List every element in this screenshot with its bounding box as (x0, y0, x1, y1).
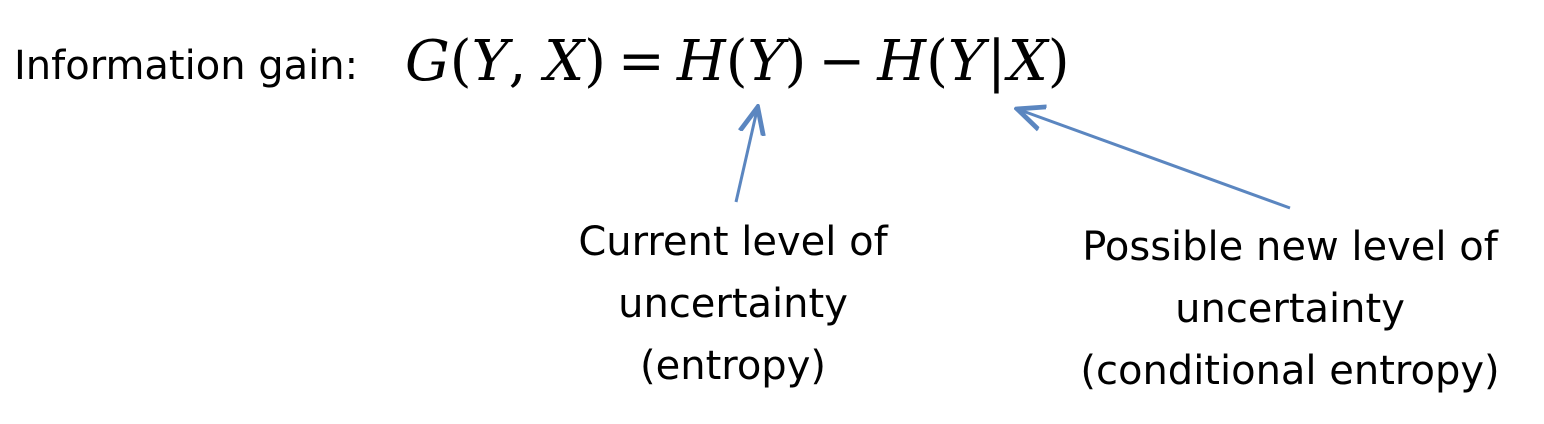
annotation-conditional-entropy (1040, 216, 1540, 402)
formula-paren-close: ) (584, 29, 606, 94)
formula-minus: − (818, 29, 866, 94)
formula (405, 29, 1070, 94)
arrow-conditional-entropy (1020, 110, 1290, 208)
annotation-line: uncertainty (1175, 286, 1405, 332)
formula-lhs-arg-x: X (544, 29, 585, 94)
formula-entropy-fn: H (676, 29, 726, 94)
formula-comma: , (508, 29, 527, 94)
formula-equals: = (617, 29, 665, 94)
annotation-current-entropy (533, 211, 933, 397)
formula-paren-open: ( (926, 29, 948, 94)
annotation-line: uncertainty (618, 281, 848, 327)
heading-label: Information gain: (14, 43, 359, 89)
annotation-line: (conditional entropy) (1080, 348, 1500, 394)
annotation-line: Possible new level of (1082, 224, 1498, 270)
arrow-current-entropy (736, 110, 757, 202)
formula-paren-open: ( (725, 29, 748, 94)
formula-lhs-arg-y: Y (471, 29, 509, 94)
annotation-line: Current level of (578, 219, 888, 265)
annotation-line: (entropy) (640, 343, 826, 389)
formula-paren-close: ) (784, 29, 807, 94)
formula-paren-open: ( (449, 29, 472, 94)
formula-cond-arg-x: X (1007, 29, 1048, 94)
formula-cond-arg-y: Y (948, 29, 985, 94)
formula-lhs-fn: G (405, 29, 450, 94)
formula-cond-entropy-fn: H (877, 29, 927, 94)
formula-given-bar: | (986, 29, 1006, 94)
formula-entropy-arg-y: Y (747, 29, 785, 94)
formula-paren-close: ) (1047, 29, 1070, 94)
